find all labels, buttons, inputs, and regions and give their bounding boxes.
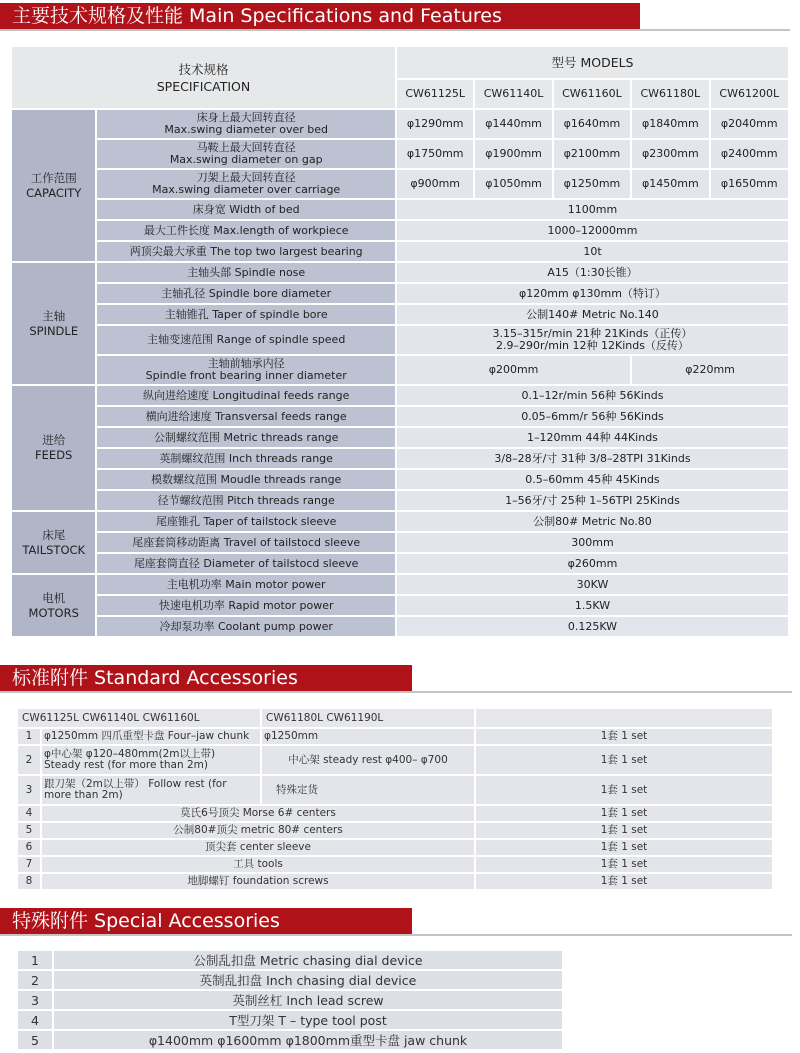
tailstock-group-label xyxy=(12,512,95,573)
spindle-speed-line2: 2.9–290r/min 12种 12Kinds（反传） xyxy=(496,339,689,352)
swing-carriage-en: Max.swing diameter over carriage xyxy=(152,183,341,196)
item-a-line1: 跟刀架（2m以上带） Follow rest (for xyxy=(44,778,227,790)
feeds-group-label xyxy=(12,386,95,510)
max-length-value: 1000–12000mm xyxy=(397,221,788,240)
spec-value: φ1450mm xyxy=(632,170,708,198)
table-row xyxy=(18,729,772,744)
item-a: φ1250mm 四爪重型卡盘 Four–jaw chunk xyxy=(42,729,260,744)
table-row xyxy=(12,170,788,198)
item-a: 顶尖套 center sleeve xyxy=(42,840,474,855)
model-name: CW61180L xyxy=(632,80,708,108)
pitch-threads-label: 径节螺纹范围 Pitch threads range xyxy=(97,491,395,510)
table-row xyxy=(12,428,788,447)
spindle-bore-label: 主轴孔径 Spindle bore diameter xyxy=(97,284,395,303)
item-qty: 1套 1 set xyxy=(476,823,772,838)
row-number: 1 xyxy=(18,951,52,969)
row-number: 8 xyxy=(18,874,40,889)
table-row xyxy=(12,407,788,426)
table-row xyxy=(12,200,788,219)
item-qty: 1套 1 set xyxy=(476,729,772,744)
spec-table xyxy=(10,45,790,638)
row-number: 3 xyxy=(18,991,52,1009)
model-name: CW61125L xyxy=(397,80,473,108)
table-row xyxy=(18,823,772,838)
standard-accessories-table xyxy=(16,707,774,891)
special-item: 英制乱扣盘 Inch chasing dial device xyxy=(54,971,562,989)
table-row xyxy=(18,806,772,821)
inch-threads-label: 英制螺纹范围 Inch threads range xyxy=(97,449,395,468)
standard-header-b: CW61180L CW61190L xyxy=(262,709,474,727)
spec-value: φ1750mm xyxy=(397,140,473,168)
table-row xyxy=(18,746,772,774)
spindle-group-label xyxy=(12,263,95,384)
item-qty: 1套 1 set xyxy=(476,806,772,821)
spindle-group-cn: 主轴 xyxy=(42,308,66,323)
standard-header-a: CW61125L CW61140L CW61160L xyxy=(18,709,260,727)
special-item: T型刀架 T – type tool post xyxy=(54,1011,562,1029)
module-threads-value: 0.5–60mm 45种 45Kinds xyxy=(397,470,788,489)
table-row xyxy=(18,857,772,872)
special-accessories-table xyxy=(16,949,564,1051)
standard-header-qty xyxy=(476,709,772,727)
row-number: 5 xyxy=(18,823,40,838)
item-qty: 1套 1 set xyxy=(476,840,772,855)
rapid-motor-value: 1.5KW xyxy=(397,596,788,615)
table-row xyxy=(12,305,788,324)
tailstock-taper-value: 公制80# Metric No.80 xyxy=(397,512,788,531)
top-bearing-label: 两顶尖最大承重 The top two largest bearing xyxy=(97,242,395,261)
spindle-nose-label: 主轴头部 Spindle nose xyxy=(97,263,395,282)
spec-value: φ2300mm xyxy=(632,140,708,168)
spec-value: φ1290mm xyxy=(397,110,473,138)
tailstock-group-en: TAILSTOCK xyxy=(22,542,86,557)
main-motor-label: 主电机功率 Main motor power xyxy=(97,575,395,594)
standard-title: 标准附件 Standard Accessories xyxy=(0,665,412,691)
table-row xyxy=(18,1031,562,1049)
item-qty: 1套 1 set xyxy=(476,874,772,889)
special-item: 公制乱扣盘 Metric chasing dial device xyxy=(54,951,562,969)
table-row xyxy=(12,263,788,282)
swing-gap-en: Max.swing diameter on gap xyxy=(169,153,323,166)
coolant-pump-value: 0.125KW xyxy=(397,617,788,636)
module-threads-label: 模数螺纹范围 Moudle threads range xyxy=(97,470,395,489)
spec-value: φ1050mm xyxy=(475,170,551,198)
item-b: 特殊定货 xyxy=(262,776,474,804)
spindle-speed-value xyxy=(397,326,788,354)
metric-threads-label: 公制螺纹范围 Metric threads range xyxy=(97,428,395,447)
spec-value: φ1840mm xyxy=(632,110,708,138)
motors-group-cn: 电机 xyxy=(42,590,66,605)
item-a: 工具 tools xyxy=(42,857,474,872)
metric-threads-value: 1–120mm 44种 44Kinds xyxy=(397,428,788,447)
row-number: 7 xyxy=(18,857,40,872)
row-number: 2 xyxy=(18,746,40,774)
front-bearing-label xyxy=(97,356,395,384)
main-motor-value: 30KW xyxy=(397,575,788,594)
item-a: 公制80#顶尖 metric 80# centers xyxy=(42,823,474,838)
table-row xyxy=(18,1011,562,1029)
spec-value: φ2400mm xyxy=(711,140,788,168)
table-row xyxy=(18,874,772,889)
spindle-taper-value: 公制140# Metric No.140 xyxy=(397,305,788,324)
feeds-group-en: FEEDS xyxy=(35,448,73,462)
table-row xyxy=(18,776,772,804)
special-item: φ1400mm φ1600mm φ1800mm重型卡盘 jaw chunk xyxy=(54,1031,562,1049)
capacity-group-cn: 工作范围 xyxy=(30,170,77,185)
table-row xyxy=(12,356,788,384)
capacity-group-en: CAPACITY xyxy=(26,185,82,200)
standard-divider xyxy=(0,691,792,693)
row-number: 5 xyxy=(18,1031,52,1049)
standard-header-row xyxy=(18,709,772,727)
spec-value: φ1250mm xyxy=(554,170,630,198)
item-a: 地脚螺钉 foundation screws xyxy=(42,874,474,889)
capacity-group-label xyxy=(12,110,95,261)
longitudinal-feeds-value: 0.1–12r/min 56种 56Kinds xyxy=(397,386,788,405)
spec-value: φ2100mm xyxy=(554,140,630,168)
item-a-line1: φ中心架 φ120–480mm(2m以上带) xyxy=(44,748,216,760)
item-b: φ1250mm xyxy=(262,729,474,744)
table-row xyxy=(12,470,788,489)
main-spec-divider xyxy=(0,29,790,31)
front-bearing-cn: 主轴前轴承内径 xyxy=(207,357,285,370)
tailstock-taper-label: 尾座锥孔 Taper of tailstock sleeve xyxy=(97,512,395,531)
spindle-nose-value: A15（1:30长锥） xyxy=(397,263,788,282)
table-row xyxy=(12,284,788,303)
table-row xyxy=(12,575,788,594)
spec-value: φ2040mm xyxy=(711,110,788,138)
transversal-feeds-value: 0.05–6mm/r 56种 56Kinds xyxy=(397,407,788,426)
spec-header-cell xyxy=(12,47,395,108)
table-row xyxy=(18,971,562,989)
item-qty: 1套 1 set xyxy=(476,746,772,774)
table-row xyxy=(12,140,788,168)
rapid-motor-label: 快速电机功率 Rapid motor power xyxy=(97,596,395,615)
table-row xyxy=(12,533,788,552)
model-name: CW61200L xyxy=(711,80,788,108)
special-title: 特殊附件 Special Accessories xyxy=(0,908,412,934)
row-number: 3 xyxy=(18,776,40,804)
spindle-taper-label: 主轴锥孔 Taper of spindle bore xyxy=(97,305,395,324)
item-qty: 1套 1 set xyxy=(476,776,772,804)
table-row xyxy=(12,326,788,354)
front-bearing-value-a: φ200mm xyxy=(397,356,630,384)
table-row xyxy=(12,512,788,531)
item-a xyxy=(42,746,260,774)
table-row xyxy=(12,449,788,468)
table-row xyxy=(12,596,788,615)
table-row xyxy=(12,221,788,240)
longitudinal-feeds-label: 纵向进给速度 Longitudinal feeds range xyxy=(97,386,395,405)
top-bearing-value: 10t xyxy=(397,242,788,261)
row-number: 4 xyxy=(18,1011,52,1029)
swing-carriage-cn: 刀架上最大回转直径 xyxy=(196,171,296,184)
tailstock-travel-value: 300mm xyxy=(397,533,788,552)
item-a-line2: Steady rest (for more than 2m) xyxy=(44,759,208,771)
special-section-header xyxy=(0,908,800,938)
main-spec-title: 主要技术规格及性能 Main Specifications and Features xyxy=(0,3,640,29)
feeds-group-cn: 进给 xyxy=(42,433,66,447)
spindle-speed-label: 主轴变速范围 Range of spindle speed xyxy=(97,326,395,354)
row-number: 1 xyxy=(18,729,40,744)
width-bed-label: 床身宽 Width of bed xyxy=(97,200,395,219)
swing-bed-cn: 床身上最大回转直径 xyxy=(196,111,296,124)
spec-header-en: SPECIFICATION xyxy=(156,78,251,94)
table-row xyxy=(12,491,788,510)
spec-value: φ1640mm xyxy=(554,110,630,138)
spec-value: φ1440mm xyxy=(475,110,551,138)
main-spec-section-header xyxy=(0,3,800,33)
table-row xyxy=(12,554,788,573)
item-qty: 1套 1 set xyxy=(476,857,772,872)
row-number: 4 xyxy=(18,806,40,821)
inch-threads-value: 3/8–28牙/寸 31种 3/8–28TPI 31Kinds xyxy=(397,449,788,468)
special-divider xyxy=(0,934,792,936)
model-name: CW61140L xyxy=(475,80,551,108)
swing-bed-en: Max.swing diameter over bed xyxy=(164,123,328,136)
table-row xyxy=(18,840,772,855)
tailstock-diameter-label: 尾座套筒直径 Diameter of tailstocd sleeve xyxy=(97,554,395,573)
swing-carriage-label xyxy=(97,170,395,198)
models-label: 型号 MODELS xyxy=(397,47,788,78)
transversal-feeds-label: 横向进给速度 Transversal feeds range xyxy=(97,407,395,426)
table-row xyxy=(12,110,788,138)
table-row xyxy=(18,991,562,1009)
max-length-label: 最大工件长度 Max.length of workpiece xyxy=(97,221,395,240)
motors-group-label xyxy=(12,575,95,636)
tailstock-diameter-value: φ260mm xyxy=(397,554,788,573)
tailstock-group-cn: 床尾 xyxy=(42,527,66,542)
motors-group-en: MOTORS xyxy=(28,605,79,620)
special-item: 英制丝杠 Inch lead screw xyxy=(54,991,562,1009)
table-row xyxy=(12,617,788,636)
standard-section-header xyxy=(0,665,800,695)
spec-value: φ1900mm xyxy=(475,140,551,168)
spec-value: φ1650mm xyxy=(711,170,788,198)
row-number: 6 xyxy=(18,840,40,855)
spindle-bore-value: φ120mm φ130mm（特订） xyxy=(397,284,788,303)
table-row xyxy=(12,386,788,405)
item-a xyxy=(42,776,260,804)
spec-header-row xyxy=(12,47,788,78)
swing-bed-label xyxy=(97,110,395,138)
item-b: 中心架 steady rest φ400– φ700 xyxy=(262,746,474,774)
item-a-line2: more than 2m) xyxy=(44,789,123,801)
spec-value: φ900mm xyxy=(397,170,473,198)
width-bed-value: 1100mm xyxy=(397,200,788,219)
row-number: 2 xyxy=(18,971,52,989)
model-name: CW61160L xyxy=(554,80,630,108)
spec-header-cn: 技术规格 xyxy=(178,61,229,77)
swing-gap-cn: 马鞍上最大回转直径 xyxy=(196,141,296,154)
front-bearing-en: Spindle front bearing inner diameter xyxy=(145,369,347,382)
table-row xyxy=(12,242,788,261)
table-row xyxy=(18,951,562,969)
coolant-pump-label: 冷却泵功率 Coolant pump power xyxy=(97,617,395,636)
swing-gap-label xyxy=(97,140,395,168)
item-a: 莫氏6号顶尖 Morse 6# centers xyxy=(42,806,474,821)
pitch-threads-value: 1–56牙/寸 25种 1–56TPI 25Kinds xyxy=(397,491,788,510)
tailstock-travel-label: 尾座套筒移动距离 Travel of tailstocd sleeve xyxy=(97,533,395,552)
spindle-speed-line1: 3.15–315r/min 21种 21Kinds（正传） xyxy=(492,327,693,340)
front-bearing-value-b: φ220mm xyxy=(632,356,788,384)
spindle-group-en: SPINDLE xyxy=(29,323,79,338)
